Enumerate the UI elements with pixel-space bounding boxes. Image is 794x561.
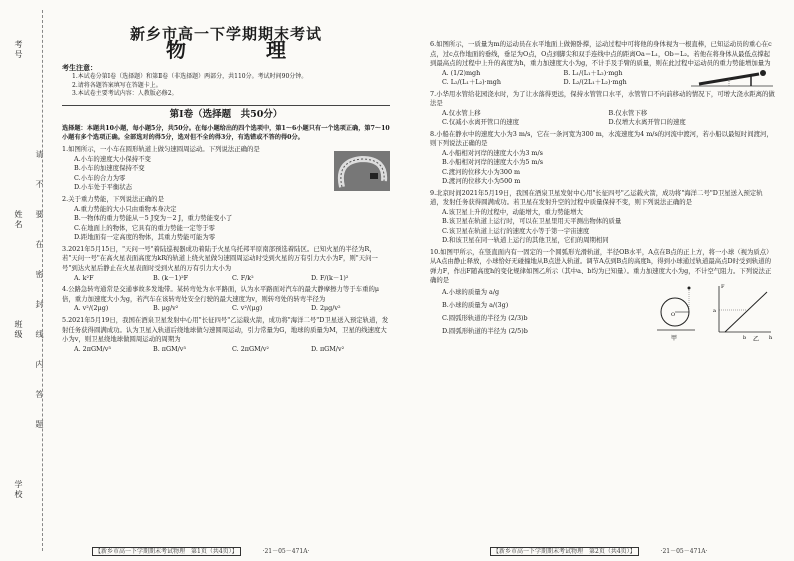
seal-line-text: 请不要在密封线内答题 (35, 150, 44, 450)
q10-label-left: 甲 (671, 334, 678, 342)
question-9 (430, 189, 775, 246)
option-d[interactable]: D.渡河的位移大小为500 m (442, 177, 521, 185)
option-c[interactable]: C.圆弧形轨道的半径为 (2/3)b (442, 313, 528, 322)
footer-page-label: 【新乡市高一下学期期末考试物理 第1页（共4页）】 (92, 547, 241, 556)
option-a[interactable]: A.小船相对河岸的速度大小为3 m/s (442, 148, 543, 157)
track-photo (334, 151, 390, 191)
options (62, 345, 390, 355)
divider (62, 105, 390, 106)
option-d[interactable]: D.仅增大水离开管口的速度 (608, 118, 686, 126)
section-intro: 选择题：本题共10小题，每小题5分，共50分。在每小题给出的四个选项中，第1～6小题只有一个选项正确，第7～10小题有多个选项正确。全部选对的得5分，选对但不全的得3分，有选错或不答的得0分。 (62, 124, 390, 142)
q10-value-b: b (743, 334, 747, 341)
question-stem: 5.2021年5月19日，我国在酒泉卫星发射中心用"长征四号"乙运载火箭，成功将"海洋二号"D卫星送入预定轨道，发射任务获得圆满成功。认为卫星入轨道后绕地球做匀速圆周运动，引力常量为G，地球的质量为M，卫星的线速度大小为v，则卫星绕地球做圆周运动的周期为 (62, 316, 389, 344)
question-4 (62, 285, 390, 314)
option-b[interactable]: B.该卫星在轨道上运行时，可以在卫星里用天平测出物体的质量 (442, 217, 622, 225)
binding-label-name: 姓名 (14, 210, 23, 230)
option-c[interactable]: C. v²/(μg) (232, 304, 263, 313)
options (62, 155, 330, 193)
options (62, 274, 390, 284)
exam-title: 新乡市高一下学期期末考试 (129, 25, 322, 43)
option-d[interactable]: D.小车处于平衡状态 (74, 183, 133, 192)
binding-margin (0, 0, 54, 561)
option-a[interactable]: A.该卫星上升的过程中，动能增大，重力势能增大 (442, 207, 583, 216)
footer-code: ·21－05－471A· (660, 548, 708, 555)
question-10 (430, 247, 775, 342)
exam-subject: 物 理 (166, 37, 316, 62)
option-d[interactable]: D.和该卫星在同一轨道上运行的其他卫星，它们的周期相同 (442, 236, 609, 244)
option-c[interactable]: C.仅减小水离开管口的速度 (442, 118, 519, 126)
q10-value-a: a (713, 307, 716, 314)
footer-right (490, 546, 707, 555)
pushup-figure (689, 66, 775, 88)
option-a[interactable]: A. v²/(2μg) (74, 304, 109, 313)
question-stem: 9.北京时间2021年5月19日，我国在酒泉卫星发射中心用"长征四号"乙运载火箭，成功将"海洋二号"D卫星送入预定轨道，发射任务获得圆满成功。若卫星在发射升空的过程中质量保持不变，则下列说法正确的是 (430, 188, 763, 206)
question-stem: 6.如图所示，一质量为m的运动员在水平地面上做俯卧撑，运动过程中可将他的身体视为一根直棒，已知运动员的重心在c点，过c点作地面的垂线，垂足为O点，O点到脚尖和双手连线中点的距离Oa＝L₁，Ob＝L₂。若他在将身体从最低点撑起到最高点的过程中上升的高度为h，重力加速度大小为g，不计手及手臂的质量，则在此过程中运动员的重力势能增加量为 (430, 40, 772, 67)
notice-item: 2.请将各题答案填写在答题卡上。 (72, 81, 162, 89)
options (62, 304, 390, 314)
q10-axis-f: F (721, 283, 725, 290)
question-5 (62, 316, 390, 354)
option-c[interactable]: C.渡河的位移大小为300 m (442, 167, 521, 176)
option-d[interactable]: D.圆弧形轨道的半径为 (2/5)b (442, 326, 528, 335)
option-a[interactable]: A. 2πGM/v³ (74, 344, 111, 353)
option-c[interactable]: C.该卫星在轨道上运行的速度大小等于第一宇宙速度 (442, 226, 590, 235)
option-b[interactable]: B.仅水管下移 (608, 108, 648, 117)
q10-figures (639, 282, 775, 342)
option-b[interactable]: B. πGM/v³ (153, 344, 186, 353)
seal-line (42, 10, 43, 551)
option-a[interactable]: A.重力势能的大小只由重物本身决定 (74, 204, 177, 213)
option-b[interactable]: B. L₁/(L₁＋L₂)·mgh (563, 68, 623, 77)
footer-code: ·21－05－471A· (262, 548, 310, 555)
option-d[interactable]: D.距地面有一定高度的物体，其重力势能可能为零 (74, 233, 216, 242)
notice-item: 1.本试卷分第Ⅰ卷（选择题）和第Ⅱ卷（非选择题）两部分，共110分。考试时间90分钟。 (72, 72, 308, 80)
option-a[interactable]: A. k²F (74, 273, 94, 282)
option-a[interactable]: A.小球的质量为 a/g (442, 287, 500, 296)
left-column (62, 25, 390, 354)
question-2 (62, 195, 390, 243)
option-b[interactable]: B. (k－1)²F (153, 273, 189, 282)
footer-left (92, 546, 309, 555)
q10-label-right: 乙 (753, 335, 760, 342)
option-a[interactable]: A.小车的速度大小保持不变 (74, 154, 151, 163)
question-stem: 7.小华用水管给花园浇水时，为了让水落得更远，保持水管管口水平，水管管口不向前移动的情况下，可增大浇水距离的做法是 (430, 89, 775, 107)
question-stem: 4.公路急转弯通常是交通事故多发地带。某转弯处为水平路面，认为水平路面对汽车的最大静摩擦力等于车重的μ倍，重力加速度大小为g，若汽车在该转弯处安全行驶的最大速度为v，则转弯处的转弯半径为 (62, 285, 379, 303)
options (430, 208, 775, 246)
options (430, 286, 635, 338)
option-d[interactable]: D. 2μg/v² (311, 304, 341, 313)
section-title: 第Ⅰ卷（选择题 共50分） (169, 109, 283, 121)
binding-label-class: 班级 (14, 320, 23, 340)
option-b[interactable]: B. μg/v² (153, 304, 179, 313)
options (62, 205, 390, 243)
question-stem: 2.关于重力势能，下列说法正确的是 (62, 194, 164, 203)
option-d[interactable]: D. F/(k－1)² (311, 273, 349, 282)
question-8 (430, 130, 775, 187)
option-b[interactable]: B.一物体的重力势能从－5 J变为－2 J，重力势能变小了 (74, 214, 233, 223)
options (430, 149, 775, 187)
q10-axis-h: h (769, 334, 773, 341)
option-a[interactable]: A. (1/2)mgh (442, 68, 481, 77)
notice-heading: 考生注意： (62, 63, 97, 73)
option-c[interactable]: C.小车的合力为零 (74, 173, 126, 182)
question-stem: 1.如图所示，一小车在圆形轨道上做匀速圆周运动。下列说法正确的是 (62, 144, 260, 153)
question-stem: 3.2021年5月15日，"天问一号"着陆巡视器成功着陆于火星乌托邦平原南部预选着陆区。已知火星的半径为R，若"天问一号"在高火星表面高度为kR的轨道上绕火星做匀速圆周运动时受到火星的万有引力大小为F，则"天问一号"到达火星后静止在火星表面时受到火星的万有引力大小为 (62, 244, 378, 273)
q10-point-o: O (671, 311, 676, 318)
question-3 (62, 245, 390, 283)
option-c[interactable]: C. F/k² (232, 273, 254, 282)
question-stem: 8.小船在静水中的速度大小为3 m/s，它在一条河宽为300 m，水流速度为4 m/s的河流中渡河，若小船以最短时间渡河，则下列说法正确的是 (430, 129, 773, 147)
notice-list (62, 73, 390, 99)
footer-page-label: 【新乡市高一下学期期末考试物理 第2页（共4页）】 (490, 547, 639, 556)
option-b[interactable]: B.小船相对河岸的速度大小为5 m/s (442, 158, 544, 166)
option-b[interactable]: B.小车的加速度保持不变 (74, 164, 145, 173)
question-6 (430, 40, 775, 88)
option-a[interactable]: A.仅水管上移 (442, 108, 481, 117)
right-column (430, 38, 775, 342)
question-7 (430, 90, 775, 128)
question-stem: 10.如图甲所示，在竖直面内有一固定的一个圆弧形光滑轨道，半径OB水平，A点在B点的正上方，将一小球（视为质点）从A点由静止释放，小球恰好无碰撞地从B点进入轨道。调节A点到B点的高度h，得到小球通过轨道最高点D时受到轨道的弹力F，作出F随高度h的变化规律如图乙所示（其中a、b均为已知量）。重力加速度大小为g，不计空气阻力。下列说法正确的是 (430, 247, 773, 284)
notice-item: 3.本试卷主要考试内容：人教版必修2。 (72, 90, 178, 98)
option-c[interactable]: C.在地面上的物体，它具有的重力势能一定等于零 (74, 223, 215, 232)
option-d[interactable]: D. πGM/v² (311, 344, 345, 353)
option-d[interactable]: D. L₂/(2L₁＋L₂)·mgh (563, 78, 627, 86)
option-b[interactable]: B.小球的质量为 a/(3g) (442, 300, 509, 309)
question-1 (62, 145, 390, 193)
binding-label-id: 考号 (14, 40, 23, 60)
option-c[interactable]: C. 2πGM/v² (232, 344, 269, 353)
binding-label-school: 学校 (14, 480, 23, 500)
option-c[interactable]: C. L₂/(L₁＋L₂)·mgh (442, 78, 501, 86)
options (430, 109, 775, 128)
